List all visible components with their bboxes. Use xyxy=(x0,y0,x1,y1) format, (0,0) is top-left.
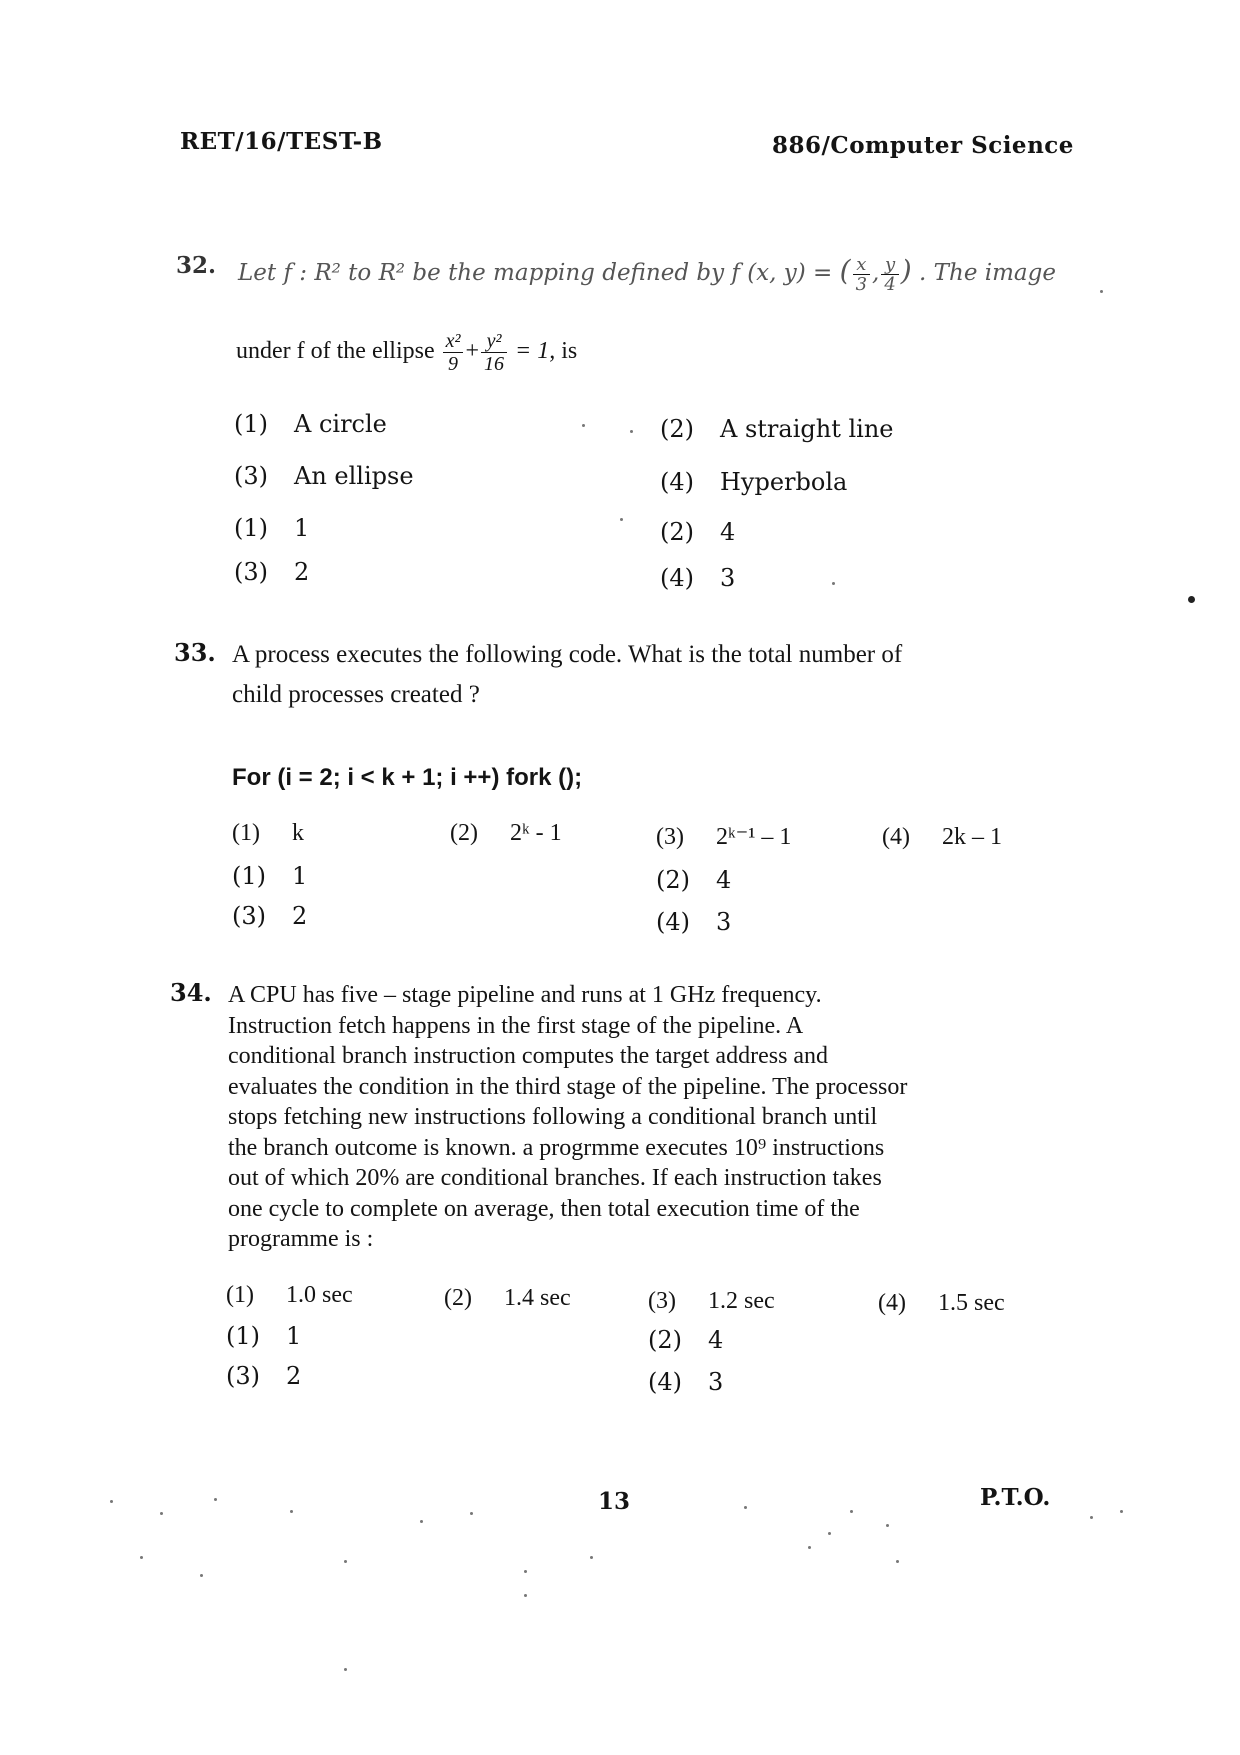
question-32-text-line2: under f of the ellipse $\frac{\text{x²}}{9}$ + $\frac{\text{y²}}{16}$ = 1, is xyxy=(236,330,578,375)
question-33-option-4: (4) 2k – 1 xyxy=(882,824,1002,850)
scan-speck xyxy=(160,1512,163,1515)
question-32-answer-4: (4) 3 xyxy=(660,564,736,592)
question-34-option-4: (4) 1.5 sec xyxy=(878,1290,1005,1316)
scan-speck xyxy=(832,582,835,585)
question-34-answer-2: (2) 4 xyxy=(648,1326,724,1354)
question-34-text xyxy=(228,980,1073,1255)
scan-speck xyxy=(1100,290,1103,293)
question-32-number: 32. xyxy=(176,252,217,279)
question-33-answer-1: (1) 1 xyxy=(232,862,308,890)
header-code: RET/16/TEST-B xyxy=(180,128,383,155)
scan-speck xyxy=(620,518,623,521)
question-34-number: 34. xyxy=(170,978,212,1007)
question-34-line: out of which 20% are conditional branches. If each instruction takes xyxy=(228,1165,882,1191)
question-34-option-2: (2) 1.4 sec xyxy=(444,1285,571,1311)
scan-speck xyxy=(850,1510,853,1513)
question-32-option-1: (1) A circle xyxy=(234,410,387,438)
scan-speck xyxy=(1120,1510,1123,1513)
scan-speck xyxy=(582,424,585,427)
question-34-line: one cycle to complete on average, then total execution time of the xyxy=(228,1195,860,1222)
question-32-answer-1: (1) 1 xyxy=(234,514,310,542)
scan-speck xyxy=(886,1524,889,1527)
question-34-line: A CPU has five – stage pipeline and runs at 1 GHz frequency. xyxy=(228,982,822,1008)
scan-speck xyxy=(470,1512,473,1515)
scan-speck xyxy=(896,1560,899,1563)
pto-label: P.T.O. xyxy=(980,1484,1051,1511)
question-34-line: programme is : xyxy=(228,1226,374,1252)
scan-speck xyxy=(744,1506,747,1509)
question-32-answer-2: (2) 4 xyxy=(660,518,736,546)
scan-speck xyxy=(290,1510,293,1513)
scan-speck xyxy=(1090,1516,1093,1519)
question-34-answer-3: (3) 2 xyxy=(226,1362,302,1390)
scan-speck xyxy=(808,1546,811,1549)
scan-speck xyxy=(524,1570,527,1573)
question-33-number: 33. xyxy=(174,638,216,667)
question-33-text-line1: A process executes the following code. What is the total number of xyxy=(232,641,903,668)
question-34-line: the branch outcome is known. a progrmme executes 10⁹ instructions xyxy=(228,1134,885,1161)
scan-speck xyxy=(420,1520,423,1523)
question-33-answer-3: (3) 2 xyxy=(232,902,308,930)
page-number: 13 xyxy=(598,1488,631,1515)
question-34-line: Instruction fetch happens in the first stage of the pipeline. A xyxy=(228,1012,804,1039)
scan-speck xyxy=(214,1498,217,1501)
question-34-line: evaluates the condition in the third stage of the pipeline. The processor xyxy=(228,1073,908,1100)
question-34-line: stops fetching new instructions following a conditional branch until xyxy=(228,1104,878,1130)
scan-speck xyxy=(344,1560,347,1563)
scan-speck xyxy=(200,1574,203,1577)
question-32-text-line1: Let f : R² to R² be the mapping defined by f (x, y) = ( $\frac{x}{3}$ , $\frac{y}{4}$ ) . The image xyxy=(238,253,1056,295)
question-34-option-1: (1) 1.0 sec xyxy=(226,1282,353,1308)
scan-speck xyxy=(110,1500,113,1503)
question-33-code: For (i = 2; i < k + 1; i ++) fork (); xyxy=(232,764,583,791)
question-34-line: conditional branch instruction computes the target address and xyxy=(228,1043,829,1069)
question-32-option-3: (3) An ellipse xyxy=(234,462,414,490)
question-33-option-1: (1) k xyxy=(232,820,304,846)
question-33-text-line2: child processes created ? xyxy=(232,681,480,708)
question-34-answer-1: (1) 1 xyxy=(226,1322,302,1350)
question-32-option-2: (2) A straight line xyxy=(660,415,894,443)
scan-speck xyxy=(590,1556,593,1559)
question-34-option-3: (3) 1.2 sec xyxy=(648,1288,775,1314)
question-33-answer-2: (2) 4 xyxy=(656,866,732,894)
question-32-answer-3: (3) 2 xyxy=(234,558,310,586)
scan-speck xyxy=(630,430,633,433)
scan-speck xyxy=(140,1556,143,1559)
scan-speck xyxy=(828,1532,831,1535)
header-subject: 886/Computer Science xyxy=(772,132,1074,159)
scan-speck xyxy=(1188,596,1195,603)
question-34-answer-4: (4) 3 xyxy=(648,1368,724,1396)
question-33-answer-4: (4) 3 xyxy=(656,908,732,936)
question-32-option-4: (4) Hyperbola xyxy=(660,468,848,496)
question-33-option-3: (3) 2ᵏ⁻¹ – 1 xyxy=(656,824,792,850)
scan-speck xyxy=(344,1668,347,1671)
question-33-option-2: (2) 2ᵏ - 1 xyxy=(450,820,562,846)
scan-speck xyxy=(524,1594,527,1597)
